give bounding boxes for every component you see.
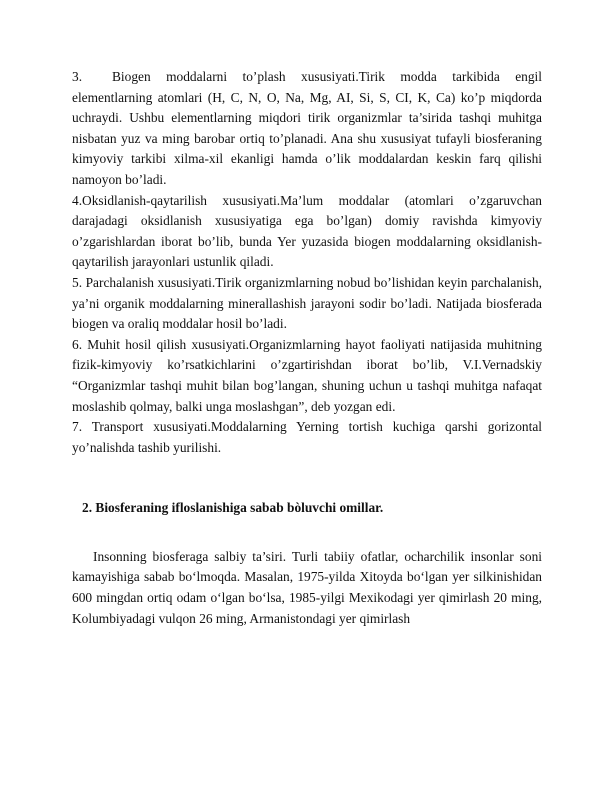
paragraph-item-4: 4.Oksidlanish-qaytarilish xususiyati.Ma’lum moddalar (atomlari o’zgaruvchan darajadagi oksidlanish xususiyatiga ega bo’lgan) domiy ravishda kimyoviy o’zgarishlardan iborat bo’lib, bunda Yer yuzasida biogen moddalarning oksidlanish-qaytarilish jarayonlari ustunlik qiladi. bbox=[72, 192, 542, 270]
paragraph-item-5: 5. Parchalanish xususiyati.Tirik organizmlarning nobud bo’lishidan keyin parchalanish, ya’ni organik moddalarning minerallashish jarayoni sodir bo’ladi. Natijada biosferada biogen va oraliq moddalar hosil bo’ladi. bbox=[72, 274, 542, 332]
item-3-text: Biogen moddalarni to’plash xususiyati.Tirik modda tarkibida engil elementlarning atomlari (H, C, N, O, Na, Mg, AI, Si, S, CI, K, Ca) ko’p miqdorda uchraydi. Ushbu elementlarning miqdori tirik organizmlar ta’sirida tashqi muhitga nisbatan yuz va ming barobar ortiq to’planadi. Ana shu xususiyat tufayli biosferaning kimyoviy tarkibi xilma-xil ekanligi hamda o’lik moddalardan keskin farq qilishi namoyon bo’ladi. bbox=[72, 69, 542, 187]
section-heading: 2. Biosferaning ifloslanishiga sabab bòluvchi omillar. bbox=[82, 500, 384, 516]
paragraph-item-7: 7. Transport xususiyati.Moddalarning Yerning tortish kuchiga qarshi gorizontal yo’nalishda tashib yurilishi. bbox=[72, 419, 542, 455]
paragraph-item-6: 6. Muhit hosil qilish xususiyati.Organizmlarning hayot faoliyati natijasida muhitning fizik-kimyoviy ko’rsatkichlarini o’zgartirishdan iborat bo’lib, V.I.Vernadskiy “Organizmlar tashqi muhit bilan bog’langan, shuning uchun u tashqi muhitga nafaqat moslashib qolmay, balki unga moslashgan”, deb yozgan edi. bbox=[72, 336, 542, 414]
body-paragraph: Insonning biosferaga salbiy ta’siri. Turli tabiiy ofatlar, ocharchilik insonlar soni kamayishiga sabab bo‘lmoqda. Masalan, 1975-yilda Xitoyda bo‘lgan yer silkinishidan 600 mingdan ortiq odam o‘lgan bo‘lsa, 1985-yilgi Mexikodagi yer qimirlash 20 ming, Kolumbiyadagi vulqon 26 ming, Armanistondagi yer qimirlash bbox=[72, 548, 542, 626]
paragraph-item-3 bbox=[72, 67, 542, 191]
item-3-number: 3. bbox=[72, 69, 83, 84]
document-body bbox=[72, 67, 542, 629]
